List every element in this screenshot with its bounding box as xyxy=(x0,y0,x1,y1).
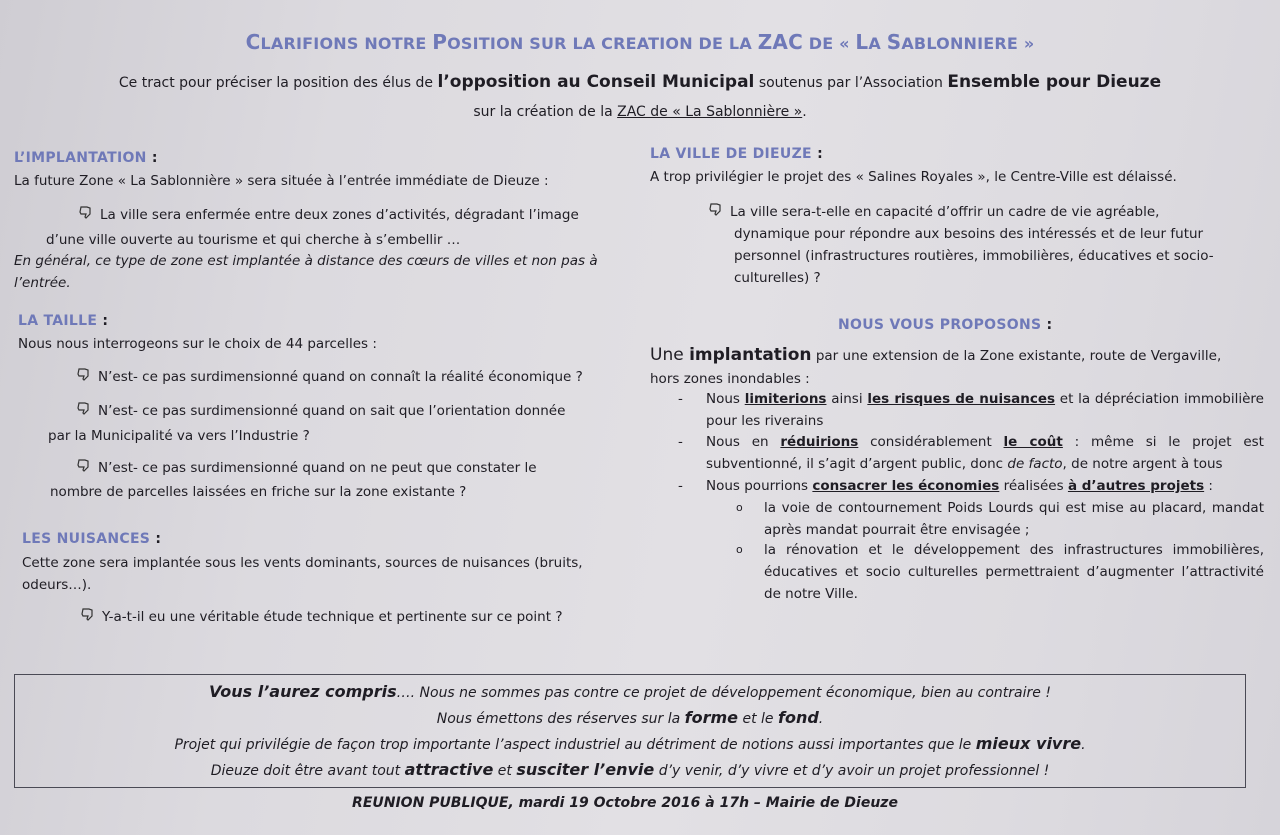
conclusion-line-3: Projet qui privilégie de façon trop importante l’aspect industriel au détriment de notions aussi importantes que le mieux vivre. xyxy=(174,734,1086,753)
proposons-line-1: Une implantation par une extension de la Zone existante, route de Vergaville, xyxy=(650,345,1222,365)
thumbs-down-icon xyxy=(708,202,724,218)
ville-point-cont: dynamique pour répondre aux besoins des intéressés et de leur futur personnel (infrastructures routières, immobilières, éducatives et socio-culturelles) ? xyxy=(734,226,1214,286)
nuisances-question: Y-a-t-il eu une véritable étude technique et pertinente sur ce point ? xyxy=(80,606,610,628)
heading-nuisances: LES NUISANCES : xyxy=(22,531,162,547)
thumbs-down-icon xyxy=(80,607,96,623)
taille-question-3: N’est- ce pas surdimensionné quand on ne peut que constater le xyxy=(76,457,606,479)
proposal-item-2: - Nous en réduirions considérablement le coût : même si le projet est subventionné, il s’agit d’argent public, donc de facto, de notre argent à tous xyxy=(678,434,1264,472)
ville-point: La ville sera-t-elle en capacité d’offrir un cadre de vie agréable, xyxy=(708,201,1238,223)
implantation-lead: La future Zone « La Sablonnière » sera située à l’entrée immédiate de Dieuze : xyxy=(14,173,549,189)
sub-item-2: o la rénovation et le développement des infrastructures immobilières, éducatives et socio culturelles permettraient d’augmenter l’attractivité de notre Ville. xyxy=(736,542,1264,602)
meeting-footer: REUNION PUBLIQUE, mardi 19 Octobre 2016 à 17h – Mairie de Dieuze xyxy=(352,795,898,811)
conclusion-line-4: Dieuze doit être avant tout attractive et susciter l’envie d’y venir, d’y vivre et d’y avoir un projet professionnel ! xyxy=(210,760,1050,779)
heading-taille: LA TAILLE : xyxy=(18,313,109,329)
implantation-note: En général, ce type de zone est implantée à distance des cœurs de villes et non pas à l’entrée. xyxy=(14,253,598,291)
intro-line-2: sur la création de la ZAC de « La Sablonnière ». xyxy=(473,104,807,120)
sub-item-1: o la voie de contournement Poids Lourds qui est mise au placard, mandat après mandat pourrait être envisagée ; xyxy=(736,500,1264,538)
intro-line-1: Ce tract pour préciser la position des élus de l’opposition au Conseil Municipal soutenus par l’Association Ensemble pour Dieuze xyxy=(118,72,1162,92)
thumbs-down-icon xyxy=(76,367,92,383)
thumbs-down-icon xyxy=(76,401,92,417)
taille-question-2: N’est- ce pas surdimensionné quand on sait que l’orientation donnée xyxy=(76,400,606,422)
taille-question-2-cont: par la Municipalité va vers l’Industrie ? xyxy=(48,428,310,444)
document-title: CLARIFIONS NOTRE POSITION SUR LA CREATION DE LA ZAC DE « LA SABLONNIERE » xyxy=(245,30,1035,54)
thumbs-down-icon xyxy=(76,458,92,474)
taille-question-3-cont: nombre de parcelles laissées en friche sur la zone existante ? xyxy=(50,484,467,500)
implantation-point-cont: d’une ville ouverte au tourisme et qui cherche à s’embellir … xyxy=(46,232,461,248)
implantation-point: La ville sera enfermée entre deux zones d’activités, dégradant l’image xyxy=(78,204,598,226)
proposal-item-3: - Nous pourrions consacrer les économies réalisées à d’autres projets : xyxy=(678,478,1213,494)
ville-lead: A trop privilégier le projet des « Salines Royales », le Centre-Ville est délaissé. xyxy=(650,169,1177,185)
taille-question-1: N’est- ce pas surdimensionné quand on connaît la réalité économique ? xyxy=(76,366,606,388)
proposons-line-2: hors zones inondables : xyxy=(650,371,810,387)
nuisances-lead: Cette zone sera implantée sous les vents dominants, sources de nuisances (bruits, odeurs…). xyxy=(22,555,583,593)
thumbs-down-icon xyxy=(78,205,94,221)
conclusion-line-1: Vous l’aurez compris…. Nous ne sommes pas contre ce projet de développement économique, bien au contraire ! xyxy=(209,682,1051,701)
taille-lead: Nous nous interrogeons sur le choix de 44 parcelles : xyxy=(18,336,377,352)
conclusion-line-2: Nous émettons des réserves sur la forme et le fond. xyxy=(436,708,824,727)
heading-ville: LA VILLE DE DIEUZE : xyxy=(650,146,823,162)
proposal-item-1: - Nous limiterions ainsi les risques de nuisances et la dépréciation immobilière pour les riverains xyxy=(678,391,1264,429)
heading-proposons: NOUS VOUS PROPOSONS : xyxy=(838,317,1053,333)
heading-implantation: L’IMPLANTATION : xyxy=(14,150,158,166)
